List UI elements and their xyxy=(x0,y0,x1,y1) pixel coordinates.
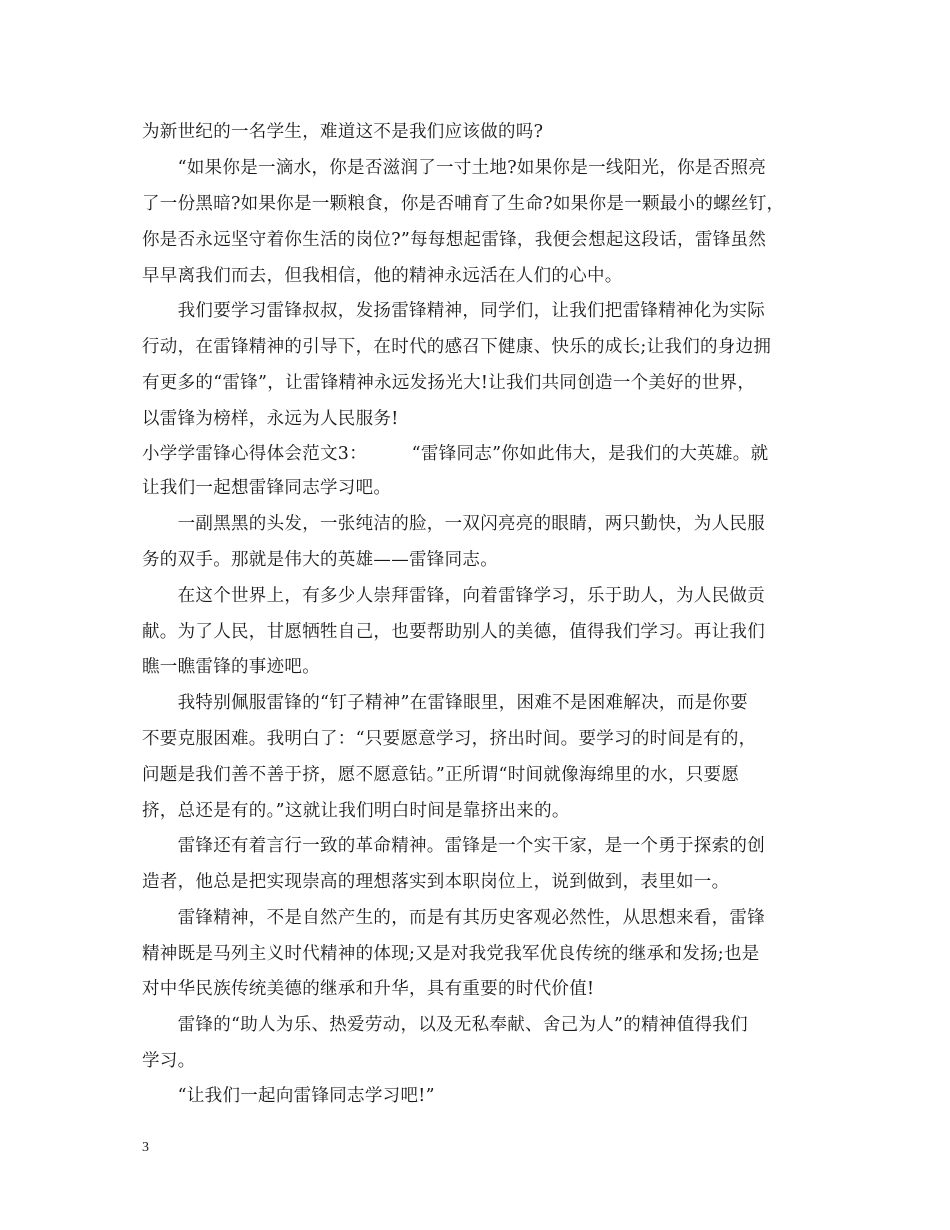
text-line: 雷锋精神，不是自然产生的，而是有其历史客观必然性，从思想来看，雷锋 xyxy=(142,908,765,928)
text-line: 献。为了人民，甘愿牺牲自己，也要帮助别人的美德，值得我们学习。再让我们 xyxy=(142,622,765,642)
page-number: 3 xyxy=(142,1140,149,1155)
text-line: “让我们一起向雷锋同志学习吧!” xyxy=(142,1086,435,1106)
text-line: 务的双手。那就是伟大的英雄——雷锋同志。 xyxy=(142,550,498,570)
text-line: 挤，总还是有的。”这就让我们明白时间是靠挤出来的。 xyxy=(142,801,570,821)
text-line: 问题是我们善不善于挤，愿不愿意钻。”正所谓“时间就像海绵里的水，只要愿 xyxy=(142,765,740,785)
text-line: 在这个世界上，有多少人崇拜雷锋，向着雷锋学习，乐于助人，为人民做贡 xyxy=(142,586,765,606)
text-line: 早早离我们而去，但我相信，他的精神永远活在人们的心中。 xyxy=(142,266,623,286)
text-line: “如果你是一滴水，你是否滋润了一寸土地?如果你是一线阳光，你是否照亮 xyxy=(142,158,767,178)
text-line: 瞧一瞧雷锋的事迹吧。 xyxy=(142,657,320,677)
text-line: 雷锋的“助人为乐、热爱劳动，以及无私奉献、舍己为人”的精神值得我们 xyxy=(142,1015,748,1035)
text-line: 你是否永远坚守着你生活的岗位?”每每想起雷锋，我便会想起这段话，雷锋虽然 xyxy=(142,230,767,250)
text-line: 雷锋还有着言行一致的革命精神。雷锋是一个实干家，是一个勇于探索的创 xyxy=(142,836,765,856)
text-line: 行动，在雷锋精神的引导下，在时代的感召下健康、快乐的成长;让我们的身边拥 xyxy=(142,337,772,357)
text-line: 为新世纪的一名学生，难道这不是我们应该做的吗? xyxy=(142,122,544,142)
text-line: 我们要学习雷锋叔叔，发扬雷锋精神，同学们，让我们把雷锋精神化为实际 xyxy=(142,301,765,321)
text-line: 以雷锋为榜样，永远为人民服务! xyxy=(142,409,399,429)
text-line: 我特别佩服雷锋的“钉子精神”在雷锋眼里，困难不是困难解决，而是你要 xyxy=(142,693,748,713)
text-line: 有更多的“雷锋”，让雷锋精神永远发扬光大!让我们共同创造一个美好的世界， xyxy=(142,373,756,393)
text-line: 造者，他总是把实现崇高的理想落实到本职岗位上，说到做到，表里如一。 xyxy=(142,872,730,892)
text-line: 一副黑黑的头发，一张纯洁的脸，一双闪亮亮的眼睛，两只勤快，为人民服 xyxy=(142,514,765,534)
text-line: 了一份黑暗?如果你是一颗粮食，你是否哺育了生命?如果你是一颗最小的螺丝钉， xyxy=(142,194,785,214)
text-line: 对中华民族传统美德的继承和升华，具有重要的时代价值! xyxy=(142,979,595,999)
text-line: 小学学雷锋心得体会范文3： “雷锋同志”你如此伟大，是我们的大英雄。就 xyxy=(142,444,769,464)
text-line: 不要克服困难。我明白了：“只要愿意学习，挤出时间。要学习的时间是有的， xyxy=(142,729,757,749)
text-line: 学习。 xyxy=(142,1051,196,1071)
text-line: 让我们一起想雷锋同志学习吧。 xyxy=(142,478,392,498)
text-line: 精神既是马列主义时代精神的体现;又是对我党我军优良传统的继承和发扬;也是 xyxy=(142,944,760,964)
